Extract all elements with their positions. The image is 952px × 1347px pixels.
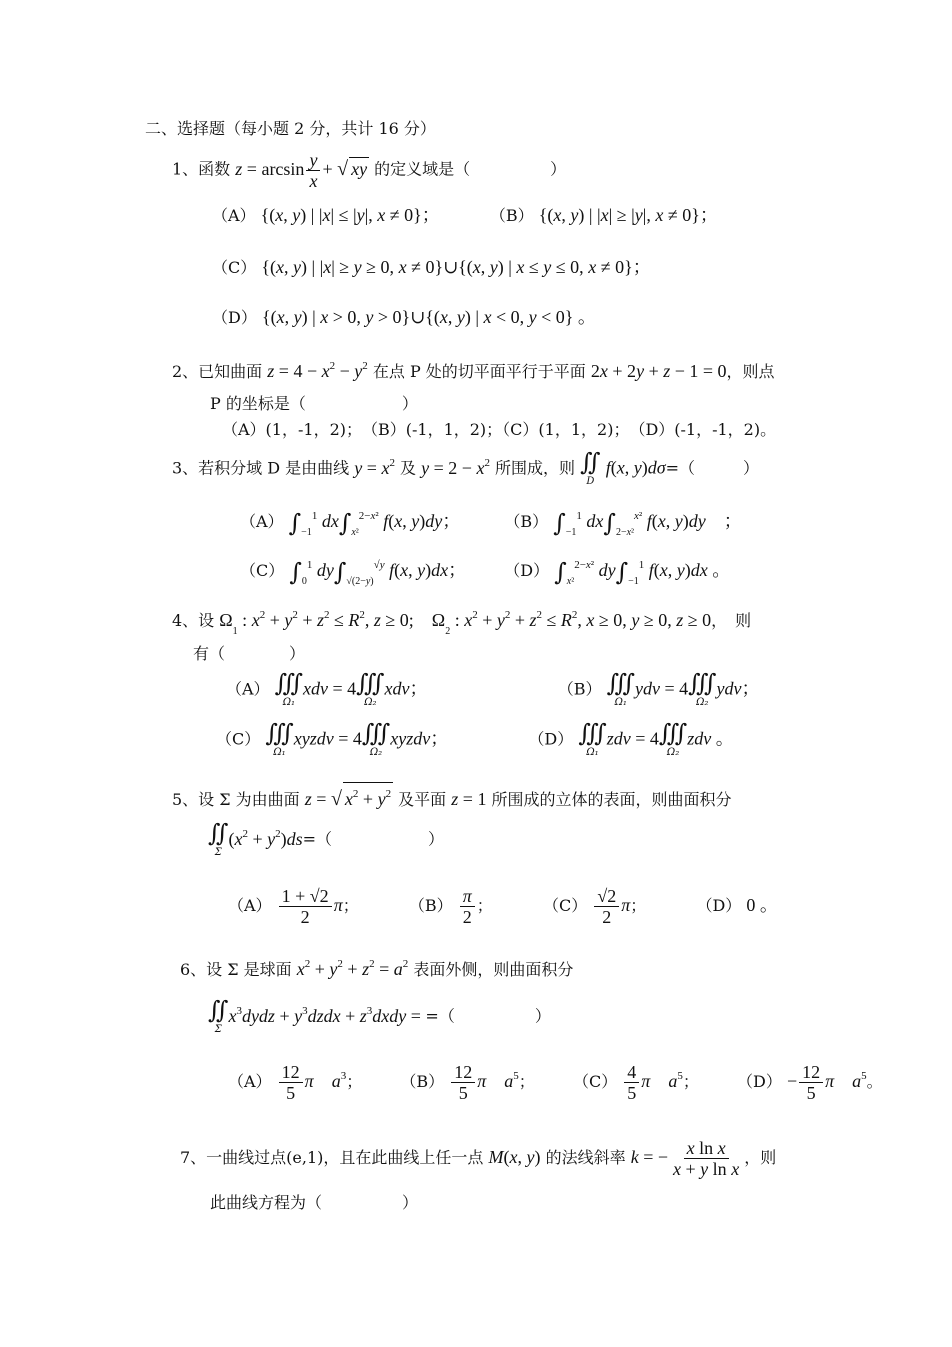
q1-option-c: （C） {(x, y) | |x| ≥ y ≥ 0, x ≠ 0}∪{(x, y) | x ≤ y ≤ 0, x ≠ 0}； bbox=[212, 257, 651, 277]
question-5: 5、设 Σ 为由曲面 z = √ $x^2 + y^2$ 及平面 z = 1 所围成的立体的表面，则曲面积分 bbox=[172, 782, 732, 811]
q4-options-ab: （A） ∭ Ω₁ xdv = 4 ∭ Ω₂ xdv； （B） ∭ Ω₁ ydv = 4 ∭ Ω₂ ydv； bbox=[226, 669, 760, 708]
q2-options: （A）(1，-1，2)； （B）(-1，1，2)；（C）(1，1，2)； （D）(-1，-1，2)。 bbox=[222, 420, 777, 439]
question-1 bbox=[172, 150, 566, 191]
section-title: 二、选择题（每小题 2 分，共计 16 分） bbox=[145, 119, 436, 138]
q4-options-cd: （C） ∭ Ω₁ xyzdv = 4 ∭ Ω₂ xyzdv； （D） ∭ Ω₁ zdv = 4 ∭ Ω₂ zdv 。 bbox=[216, 719, 734, 758]
q6-options: （A） $\frac{12}{5}$ π $a^3$； （B） $\frac{12}{5}$ π $a^5$； （C） $\frac{4}{5}$ π $a^5$； （D） − $\frac{12}{5}$ π $a^5$。 bbox=[228, 1062, 883, 1103]
q5-integral: ∬ Σ $(x^2 + y^2)ds=$（ ） bbox=[208, 819, 445, 858]
question-3: 3、若积分域 D 是由曲线 $y = x^2$ 及 $y = 2 - x^2$ 所围成，则 ∬ D f(x, y)dσ=（ ） bbox=[172, 448, 760, 487]
q1-option-c-label: （C） bbox=[212, 258, 257, 277]
question-4: 4、设 $\Omega_1$ : $x^2 + y^2 + z^2 \le R^2$, z ≥ 0; $\Omega_2$ : $x^2 + y^2 + z^2 \le R^2$, x ≥ 0, y ≥ 0, z ≥ 0， 则 bbox=[172, 609, 752, 637]
q1-suffix: 的定义域是（ ） bbox=[374, 159, 567, 179]
q3-options-cd: （C） $\int_0^1$ $dy\int_{√(2-y)}^{√y}$ f(x, y)dx； （D） $\int_{x^2}^{2-x^2}$ $dy\int_{-1}^1$ f(x, y)dx 。 bbox=[240, 558, 731, 587]
q1-option-a-label: （A） bbox=[212, 206, 256, 225]
q1-option-b-label: （B） bbox=[489, 206, 534, 225]
q1-options-ab bbox=[212, 204, 718, 227]
question-6: 6、设 Σ 是球面 $x^2 + y^2 + z^2 = a^2$ 表面外侧，则曲面积分 bbox=[180, 958, 574, 979]
q2-line2: P 的坐标是（ ） bbox=[210, 394, 418, 413]
q7-line2: 此曲线方程为（ ） bbox=[210, 1193, 419, 1212]
q1-option-d: （D） {(x, y) | x > 0, y > 0}∪{(x, y) | x < 0, y < 0} 。 bbox=[212, 307, 596, 327]
q3-options-ab: （A） $\int_{-1}^1$ $dx\int_{x^2}^{2-x^2}$ f(x, y)dy； （B） $\int_{-1}^1$ $dx\int_{2-x^2}^{x^2}$ f(x, y)dy ； bbox=[240, 509, 742, 538]
q1-formula: z = arcsin $\frac{y}{x}$ + √ xy bbox=[235, 150, 368, 191]
q1-option-b: {(x, y) | |x| ≥ |y|, x ≠ 0}； bbox=[538, 205, 718, 225]
question-7: 7、一曲线过点(e,1)，且在此曲线上任一点 M(x, y) 的法线斜率 k = − $\frac{\text{x ln x}}{\text{x + y ln x}}$ ，则 bbox=[180, 1138, 777, 1179]
q6-integral: ∬ Σ $x^3dydz$ + $y^3dzdx$ + $z^3dxdy$ = =（ ） bbox=[208, 996, 551, 1035]
q1-option-d-label: （D） bbox=[212, 308, 257, 327]
q4-line2: 有（ ） bbox=[193, 644, 306, 663]
q1-option-a: {(x, y) | |x| ≤ |y|, x ≠ 0}； bbox=[260, 205, 440, 225]
question-2: 2、已知曲面 $z = 4 - x^2 - y^2$ 在点 P 处的切平面平行于平面 2x + 2y + z − 1 = 0，则点 bbox=[172, 360, 775, 381]
q1-prefix: 1、函数 bbox=[172, 159, 231, 179]
q5-options: （A） $\frac{1 + √2}{2}$ π； （B） $\frac{\pi}{2}$ ； （C） $\frac{√2}{2}$ π； （D） 0 。 bbox=[228, 886, 778, 927]
